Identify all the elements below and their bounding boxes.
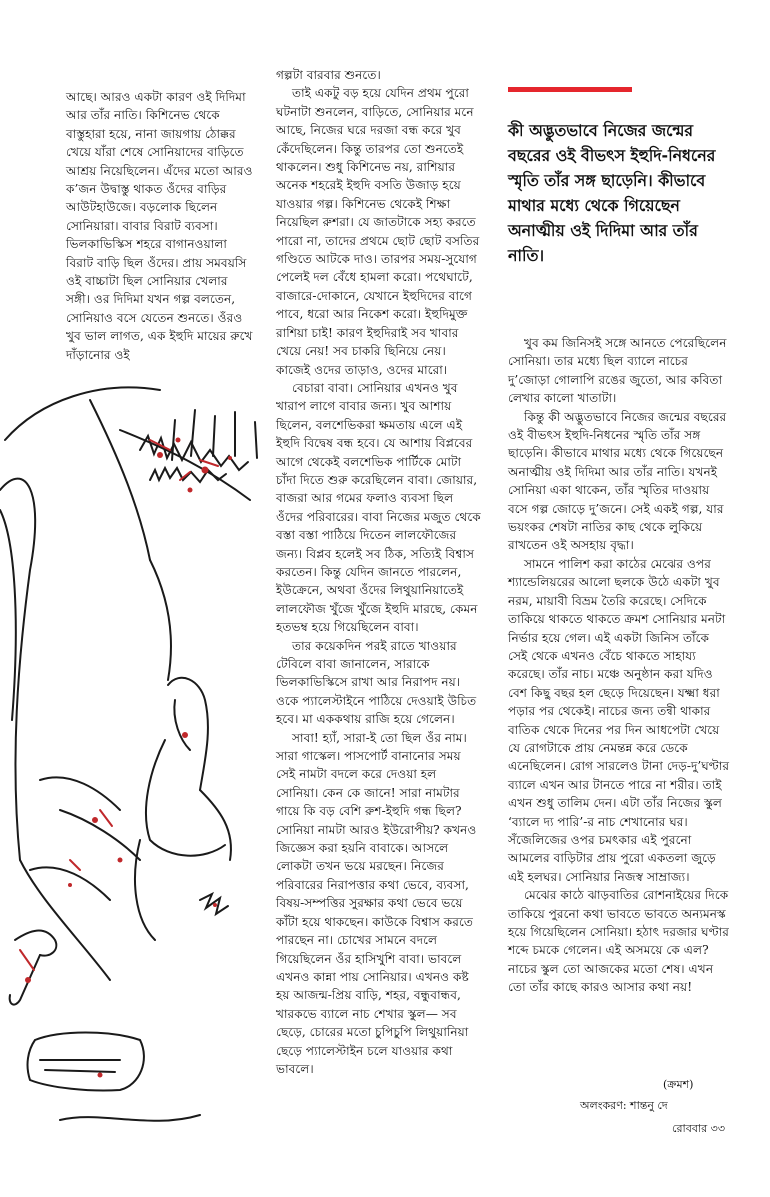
column3-paragraph-4: মেঝের কাঠে ঝাড়বাতির রোশনাইয়ের দিকে তাকিয়ে পুরনো কথা ভাবতে ভাবতে অন্যমনস্ক হয়ে গিয়েছিলেন সোনিয়া। হঠাৎ দরজার ঘণ্টার শব্দে চমকে গেলেন। এই অসময়ে কে এল? নাচের স্কুল তো আজকের মতো শেষ। এখন তো তাঁর কাছে কারও আসার কথা নয়!	[508, 888, 729, 995]
illustration-strokes	[0, 387, 257, 1120]
column3-paragraph-2: কিন্তু কী অদ্ভুতভাবে নিজের জন্মের বছরের ওই বীভৎস ইহুদি-নিধনের স্মৃতি তাঁর সঙ্গ ছাড়েনি। কীভাবে মাথার মধ্যে থেকে গিয়েছেন অনাত্মীয় ওই দিদিমা আর তাঁর নাতি। যখনই সোনিয়া একা থাকেন, তাঁর স্মৃতির দাওয়ায় বসে গল্প জোড়ে দু’জনে। সেই একই গল্প, যার ভয়ংকর শেষটা নাতির কাছ থেকে লুকিয়ে রাখতেন ওই অসহায় বৃদ্ধা।	[508, 409, 727, 553]
illustration-credit: অলংকরণ: শান্তনু দে	[580, 1099, 668, 1112]
column2-paragraph-1: গল্পটা বারবার শুনতে।	[276, 68, 381, 82]
page-folio: রোববার ৩৩	[672, 1122, 725, 1135]
column2-paragraph-3: বেচারা বাবা। সোনিয়ার এখনও খুব খারাপ লাগে বাবার জন্য। খুব আশায় ছিলেন, বলশেভিকরা ক্ষমতায় এলে এই ইহুদি বিদ্বেষ বন্ধ হবে। যে আশায় বিপ্লবের আগে থেকেই বলশেভিক পার্টিকে মোটা চাঁদা দিতে শুরু করেছিলেন বাবা। জোয়ার, বাজরা আর গমের ফলাও ব্যবসা ছিল ওঁদের পরিবারের। বাবা নিজের মজুত থেকে বস্তা বস্তা পাঠিয়ে দিতেন লালফৌজের জন্য। বিপ্লব হলেই সব ঠিক, সত্যিই বিশ্বাস করতেন। কিন্তু যেদিন জানতে পারলেন, ইউক্রেনে, অথবা ওঁদের লিথুয়ানিয়াতেই লালফৌজ খুঁজে খুঁজে ইহুদি মারছে, কেমন হতভম্ব হয়ে গিয়েছিলেন বাবা।	[276, 380, 481, 635]
article-column-2	[276, 66, 482, 1078]
pull-quote: কী অদ্ভুতভাবে নিজের জন্মের বছরের ওই বীভৎস ইহুদি-নিধনের স্মৃতি তাঁর সঙ্গ ছাড়েনি। কীভাবে মাথার মধ্যে থেকে গিয়েছেন অনাত্মীয় ওই দিদিমা আর তাঁর নাতি।	[508, 121, 716, 265]
column1-paragraph-1: আছে। আরও একটা কারণ ওই দিদিমা আর তাঁর নাতি। কিশিনেভ থেকে বাস্তুহারা হয়ে, নানা জায়গায় ঠোক্কর খেয়ে যাঁরা শেষে সোনিয়াদের বাড়িতে আশ্রয় নিয়েছিলেন। এঁদের মতো আরও ক’জন উদ্বাস্তু থাকত ওঁদের বাড়ির আউটহাউজে। বড়লোক ছিলেন সোনিয়ারা। বাবার বিরাট ব্যবসা। ভিলকাভিস্কিস শহরে বাগানওয়ালা বিরাট বাড়ি ছিল ওঁদের। প্রায় সমবয়সি ওই বাচ্চাটা ছিল সোনিয়ার খেলার সঙ্গী। ওর দিদিমা যখন গল্প বলতেন, সোনিয়াও বসে যেতেন শুনতে। ওঁরও খুব ভাল লাগত, এক ইহুদি মায়ের রুখে দাঁড়ানোর ওই	[66, 90, 253, 362]
article-column-1	[66, 88, 254, 364]
pull-quote-accent-bar	[508, 87, 632, 92]
to-be-continued: (ক্রমশ)	[663, 1078, 694, 1091]
illustration-red-splashes	[25, 438, 232, 1078]
column2-paragraph-4: তার কয়েকদিন পরই রাতে খাওয়ার টেবিলে বাবা জানালেন, সারাকে ভিলকাভিস্কিসে রাখা আর নিরাপদ নয়। ওকে প্যালেস্টাইনে পাঠিয়ে দেওয়াই উচিত হবে। মা এককথায় রাজি হয়ে গেলেন।	[276, 638, 477, 727]
column3-paragraph-1: খুব কম জিনিসই সঙ্গে আনতে পেরেছিলেন সোনিয়া। তার মধ্যে ছিল ব্যালে নাচের দু’জোড়া গোলাপি রঙের জুতো, আর কবিতা লেখার কালো খাতাটা।	[508, 336, 727, 406]
column3-paragraph-3: সামনে পালিশ করা কাঠের মেঝের ওপর শ্যান্ডেলিয়রের আলো ছলকে উঠে একটা খুব নরম, মায়াবী বিভ্রম তৈরি করেছে। সেদিকে তাকিয়ে থাকতে থাকতে ক্রমশ সোনিয়ার মনটা নির্ভার হয়ে গেল। এই একটা জিনিস তাঁকে সেই থেকে এখনও বেঁচে থাকতে সাহায্য করেছে। তাঁর নাচ। মঞ্চে অনুষ্ঠান করা যদিও বেশ কিছু বছর হল ছেড়ে দিয়েছেন। যক্ষ্মা ধরা পড়ার পর থেকেই। নাচের জন্য তন্বী থাকার বাতিক থেকে দিনের পর দিন আধপেটা খেয়ে যে রোগটাকে প্রায় নেমন্তন্ন করে ডেকে এনেছিলেন। রোগ সারলেও টানা দেড়-দু’ঘণ্টার ব্যালে এখন আর টানতে পারে না শরীর। তাই এখন শুধু তালিম দেন। এটা তাঁর নিজের স্কুল ‘ব্যালে দ্য পারি’-র নাচ শেখানোর ঘর। সঁজেলিজের ওপর চমৎকার এই পুরনো আমলের বাড়িটার প্রায় পুরো একতলা জুড়ে এই হলঘর। সোনিয়ার নিজস্ব সাম্রাজ্য।	[508, 556, 730, 884]
column2-paragraph-2: তাই একটু বড় হয়ে যেদিন প্রথম পুরো ঘটনাটা শুনলেন, বাড়িতে, সোনিয়ার মনে আছে, নিজের ঘরে দরজা বন্ধ করে খুব কেঁদেছিলেন। কিন্তু তারপর তো শুনতেই থাকলেন। শুধু কিশিনেভ নয়, রাশিয়ার অনেক শহরেই ইহুদি বসতি উজাড় হয়ে যাওয়ার গল্প। কিশিনেভ থেকেই শিক্ষা নিয়েছিল রুশরা। যে জাতটাকে সহ্য করতে পারো না, তাদের প্রথমে ছোট ছোট বসতির গণ্ডিতে আটকে দাও। তারপর সময়-সুযোগ পেলেই দল বেঁধে হামলা করো। পথেঘাটে, বাজারে-দোকানে, যেখানে ইহুদিদের বাগে পাবে, ধরো আর নিকেশ করো। ইহুদিমুক্ত রাশিয়া চাই! কারণ ইহুদিরাই সব খাবার খেয়ে নেয়! সব চাকরি ছিনিয়ে নেয়। কাজেই ওদের তাড়াও, ওদের মারো।	[276, 86, 480, 377]
article-column-3	[508, 334, 730, 997]
column2-paragraph-5: সাবা! হ্যাঁ, সারা-ই তো ছিল ওঁর নাম। সারা গাস্কেল। পাসপোর্ট বানানোর সময় সেই নামটা বদলে করে দেওয়া হল সোনিয়া। কেন কে জানে! সারা নামটার গায়ে কি বড় বেশি রুশ-ইহুদি গন্ধ ছিল? সোনিয়া নামটা আরও ইউরোপীয়? কখনও জিজ্ঞেস করা হয়নি বাবাকে। আসলে লোকটা তখন ভয়ে মরছেন। নিজের পরিবারের নিরাপত্তার কথা ভেবে, ব্যবসা, বিষয়-সম্পত্তির সুরক্ষার কথা ভেবে ভয়ে কাঁটা হয়ে থাকছেন। কাউকে বিশ্বাস করতে পারছেন না। চোখের সামনে বদলে গিয়েছিলেন ওঁর হাসিখুশি বাবা। ভাবলে এখনও কান্না পায় সোনিয়ার। এখনও কষ্ট হয় আজন্ম-প্রিয় বাড়ি, শহর, বন্ধুবান্ধব, খারকভে ব্যালে নাচ শেখার স্কুল— সব ছেড়ে, চোরের মতো চুপিচুপি লিথুয়ানিয়া ছেড়ে প্যালেস্টাইন চলে যাওয়ার কথা ভাবলে।	[276, 730, 477, 1076]
ink-illustration	[0, 340, 282, 1160]
